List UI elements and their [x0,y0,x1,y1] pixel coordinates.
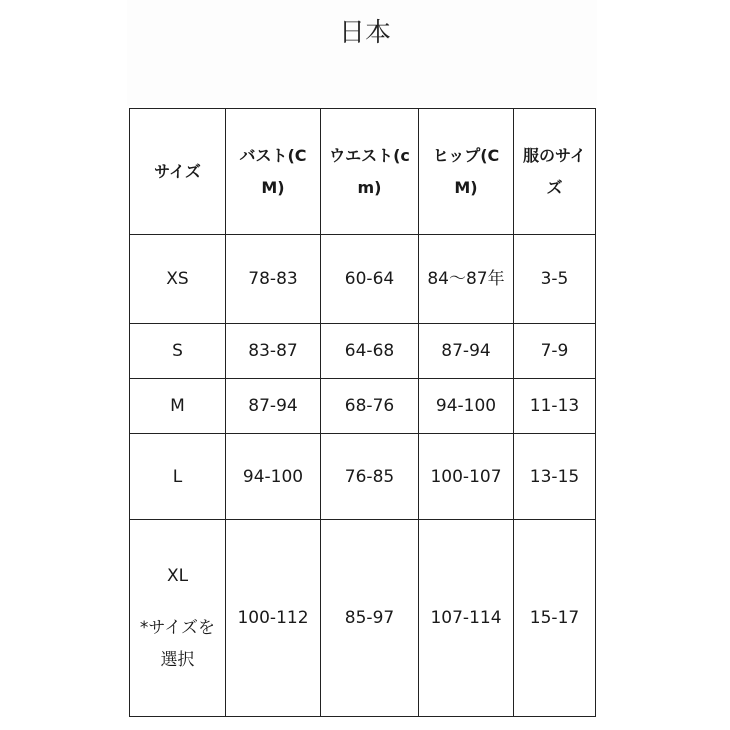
size-chart-table [129,108,596,717]
hip-cell: 100-107 [419,434,514,520]
table-row [130,520,596,717]
table-row [130,324,596,379]
waist-cell: 76-85 [321,434,419,520]
bust-cell: 100-112 [226,520,321,717]
header-clothing-size: 服のサイズ [514,109,596,235]
size-cell: XL *サイズを選択 [130,520,226,717]
hip-cell: 94-100 [419,379,514,434]
bust-cell: 83-87 [226,324,321,379]
waist-cell: 64-68 [321,324,419,379]
bust-cell: 94-100 [226,434,321,520]
table-row [130,434,596,520]
clothing-size-cell: 3-5 [514,235,596,324]
header-waist: ウエスト(cm) [321,109,419,235]
header-row [130,109,596,235]
table-row [130,379,596,434]
page-title: 日本 [338,18,391,48]
clothing-size-cell: 13-15 [514,434,596,520]
clothing-size-cell: 11-13 [514,379,596,434]
bust-cell: 78-83 [226,235,321,324]
header-bust: バスト(CM) [226,109,321,235]
bust-cell: 87-94 [226,379,321,434]
size-cell: L [130,434,226,520]
clothing-size-cell: 7-9 [514,324,596,379]
hip-cell: 107-114 [419,520,514,717]
table-row [130,235,596,324]
size-cell: S [130,324,226,379]
size-selection-note: *サイズを選択 [139,618,216,670]
waist-cell: 68-76 [321,379,419,434]
hip-cell: 84〜87年 [419,235,514,324]
size-cell: XS [130,235,226,324]
clothing-size-cell: 15-17 [514,520,596,717]
header-hip: ヒップ(CM) [419,109,514,235]
waist-cell: 60-64 [321,235,419,324]
waist-cell: 85-97 [321,520,419,717]
size-cell: M [130,379,226,434]
hip-cell: 87-94 [419,324,514,379]
header-size: サイズ [130,109,226,235]
